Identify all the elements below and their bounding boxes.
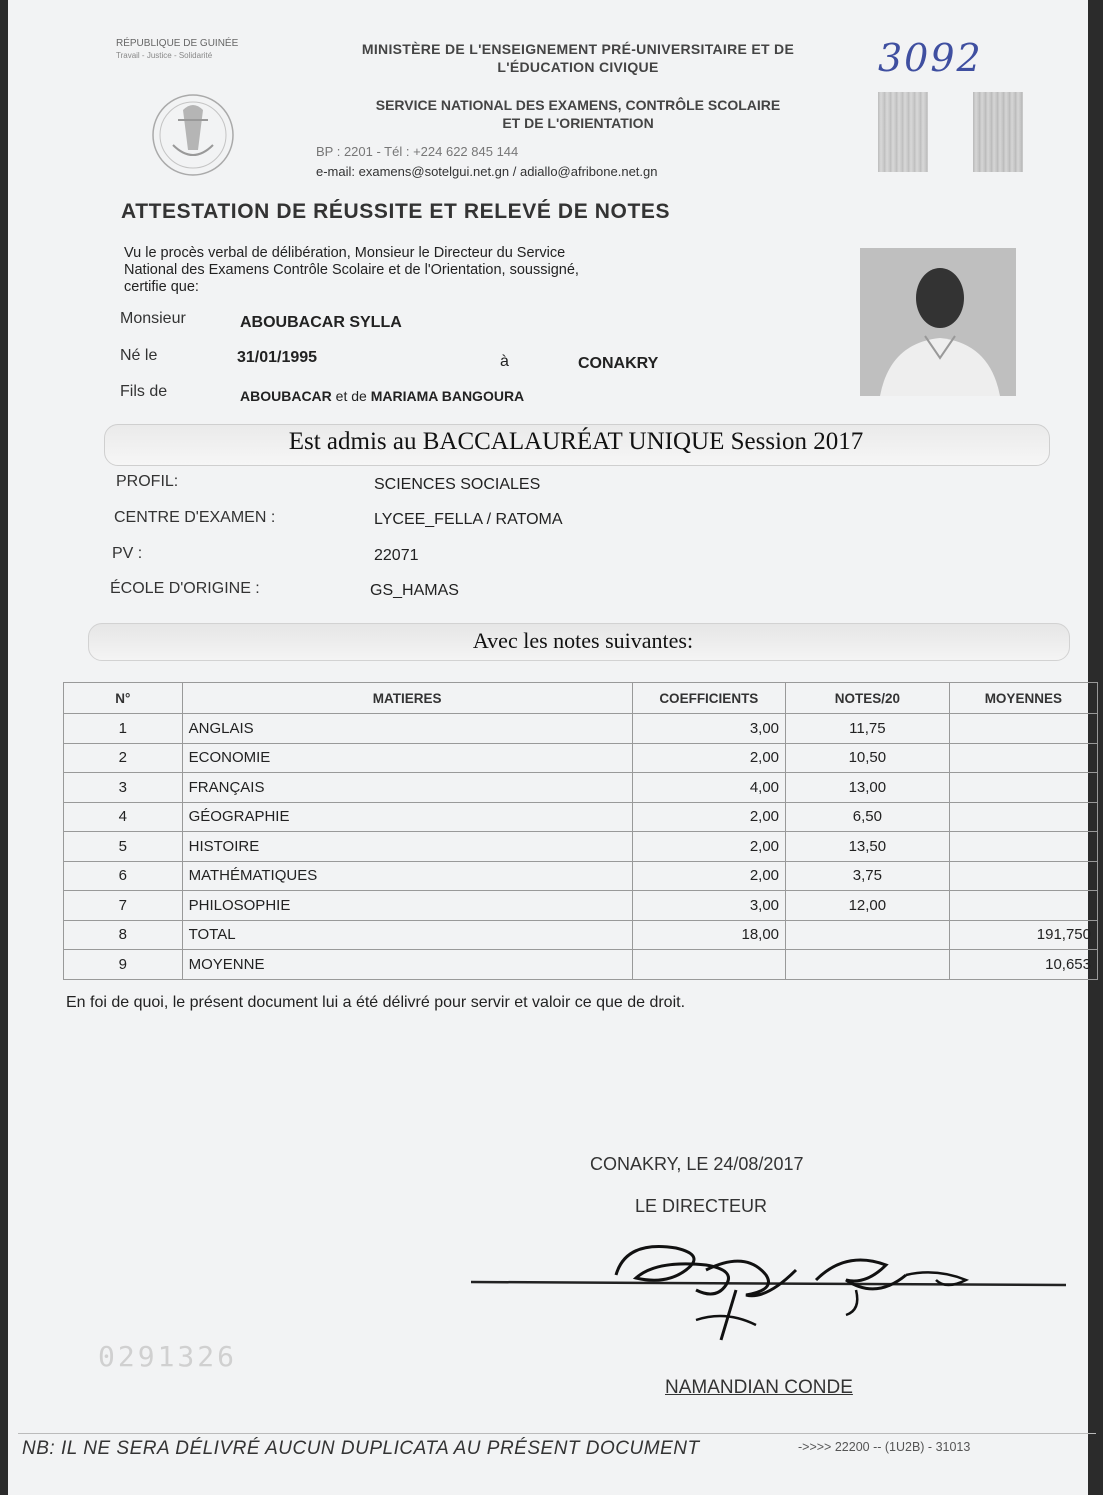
row-coef: 4,00 [632,773,785,803]
label-pv: PV : [112,545,143,562]
mother-name: MARIAMA BANGOURA [370,388,525,404]
row-number: 8 [64,920,183,950]
ecole-value: GS_HAMAS [370,582,459,599]
document-page [8,0,1091,1495]
header-matieres: MATIERES [182,683,632,714]
label-fils-de: Fils de [120,383,168,400]
row-coef: 2,00 [632,802,785,832]
intro-line-3: certifie que: [124,279,199,295]
republic-motto: Travail - Justice - Solidarité [116,51,213,60]
table-row [64,773,1098,803]
row-matiere: PHILOSOPHIE [182,891,632,921]
row-number: 5 [64,832,183,862]
header-notes: NOTES/20 [786,683,950,714]
label-monsieur: Monsieur [120,310,186,327]
row-number: 6 [64,861,183,891]
label-centre: CENTRE D'EXAMEN : [114,509,276,526]
contact-email: e-mail: examens@sotelgui.net.gn / adiallo@afribone.net.gn [316,164,658,179]
row-note: 11,75 [786,714,950,744]
republic-name: RÉPUBLIQUE DE GUINÉE [116,38,239,49]
row-matiere: TOTAL [182,920,632,950]
signature-place-date: CONAKRY, LE 24/08/2017 [590,1154,804,1174]
ministry-line-2: L'ÉDUCATION CIVIQUE [497,59,659,75]
signature-icon [466,1230,1086,1350]
row-moyenne [949,832,1097,862]
row-moyenne [949,861,1097,891]
row-moyenne [949,891,1097,921]
ministry-line-1: MINISTÈRE DE L'ENSEIGNEMENT PRÉ-UNIVERSITAIRE ET DE [361,41,795,57]
header-coefficients: COEFFICIENTS [632,683,785,714]
row-matiere: GÉOGRAPHIE [182,802,632,832]
row-matiere: MOYENNE [182,950,632,980]
label-profil: PROFIL: [116,473,179,490]
candidate-photo [860,248,1016,396]
intro-text [124,245,774,296]
table-row [64,714,1098,744]
row-note: 10,50 [786,743,950,773]
closing-statement: En foi de quoi, le présent document lui a été délivré pour servir et valoir ce que de droit. [66,994,686,1011]
notes-heading: Avec les notes suivantes: [472,628,694,653]
row-moyenne [949,773,1097,803]
contact-info [316,142,657,182]
row-coef: 18,00 [632,920,785,950]
label-a: à [500,353,509,370]
document-title: ATTESTATION DE RÉUSSITE ET RELEVÉ DE NOTES [121,200,671,223]
row-number: 2 [64,743,183,773]
row-note: 13,00 [786,773,950,803]
footer-divider [18,1433,1096,1434]
footer-reference: ->>>> 22200 -- (1U2B) - 31013 [798,1440,971,1454]
parents [240,388,524,404]
row-number: 4 [64,802,183,832]
row-matiere: HISTOIRE [182,832,632,862]
ministry-name [308,40,848,76]
row-moyenne: 10,653 [949,950,1097,980]
row-note: 13,50 [786,832,950,862]
table-row-moyenne [64,950,1098,980]
row-matiere: ECONOMIE [182,743,632,773]
row-note: 6,50 [786,802,950,832]
father-name: ABOUBACAR [240,388,332,404]
header-republic [116,38,238,62]
label-et-de: et de [335,388,367,404]
header-moyennes: MOYENNES [949,683,1097,714]
row-number: 1 [64,714,183,744]
label-ne-le: Né le [120,347,158,364]
table-row-total [64,920,1098,950]
row-coef [632,950,785,980]
birth-date: 31/01/1995 [237,349,318,366]
row-number: 7 [64,891,183,921]
birth-place: CONAKRY [578,355,659,372]
signatory-name: NAMANDIAN CONDE [665,1377,853,1398]
row-coef: 2,00 [632,832,785,862]
contact-phone: BP : 2201 - Tél : +224 622 845 144 [316,144,519,159]
intro-line-2: National des Examens Contrôle Scolaire et de l'Orientation, soussigné, [124,262,579,278]
barcode-block-right [973,92,1023,172]
row-number: 3 [64,773,183,803]
service-line-2: ET DE L'ORIENTATION [502,115,654,131]
stamp-number: 0291326 [98,1340,238,1373]
row-coef: 2,00 [632,743,785,773]
pv-value: 22071 [374,547,419,564]
table-row [64,861,1098,891]
row-moyenne: 191,750 [949,920,1097,950]
row-matiere: MATHÉMATIQUES [182,861,632,891]
row-note [786,950,950,980]
row-moyenne [949,714,1097,744]
table-row [64,832,1098,862]
intro-line-1: Vu le procès verbal de délibération, Monsieur le Directeur du Service [124,245,566,261]
row-moyenne [949,802,1097,832]
candidate-name: ABOUBACAR SYLLA [240,314,402,331]
row-coef: 3,00 [632,891,785,921]
service-name [308,96,848,132]
row-coef: 3,00 [632,714,785,744]
row-note: 3,75 [786,861,950,891]
row-moyenne [949,743,1097,773]
duplicate-notice: NB: IL NE SERA DÉLIVRÉ AUCUN DUPLICATA AU PRÉSENT DOCUMENT [22,1438,700,1459]
portrait-icon [860,248,1016,396]
table-row [64,802,1098,832]
notes-table-header [64,683,1098,714]
admission-text: Est admis au BACCALAURÉAT UNIQUE Session 2017 [288,428,864,455]
service-line-1: SERVICE NATIONAL DES EXAMENS, CONTRÔLE SCOLAIRE [375,97,781,113]
label-ecole: ÉCOLE D'ORIGINE : [110,580,260,597]
table-row [64,743,1098,773]
profil-value: SCIENCES SOCIALES [374,476,541,493]
row-matiere: ANGLAIS [182,714,632,744]
row-matiere: FRANÇAIS [182,773,632,803]
centre-value: LYCEE_FELLA / RATOMA [374,511,563,528]
header-number: N° [64,683,183,714]
row-number: 9 [64,950,183,980]
notes-table [63,682,1098,980]
handwritten-number: 3092 [878,36,983,80]
row-note: 12,00 [786,891,950,921]
barcode-block-left [878,92,928,172]
coat-of-arms-icon [143,90,243,180]
row-note [786,920,950,950]
row-coef: 2,00 [632,861,785,891]
signature-role: LE DIRECTEUR [635,1196,768,1216]
table-row [64,891,1098,921]
